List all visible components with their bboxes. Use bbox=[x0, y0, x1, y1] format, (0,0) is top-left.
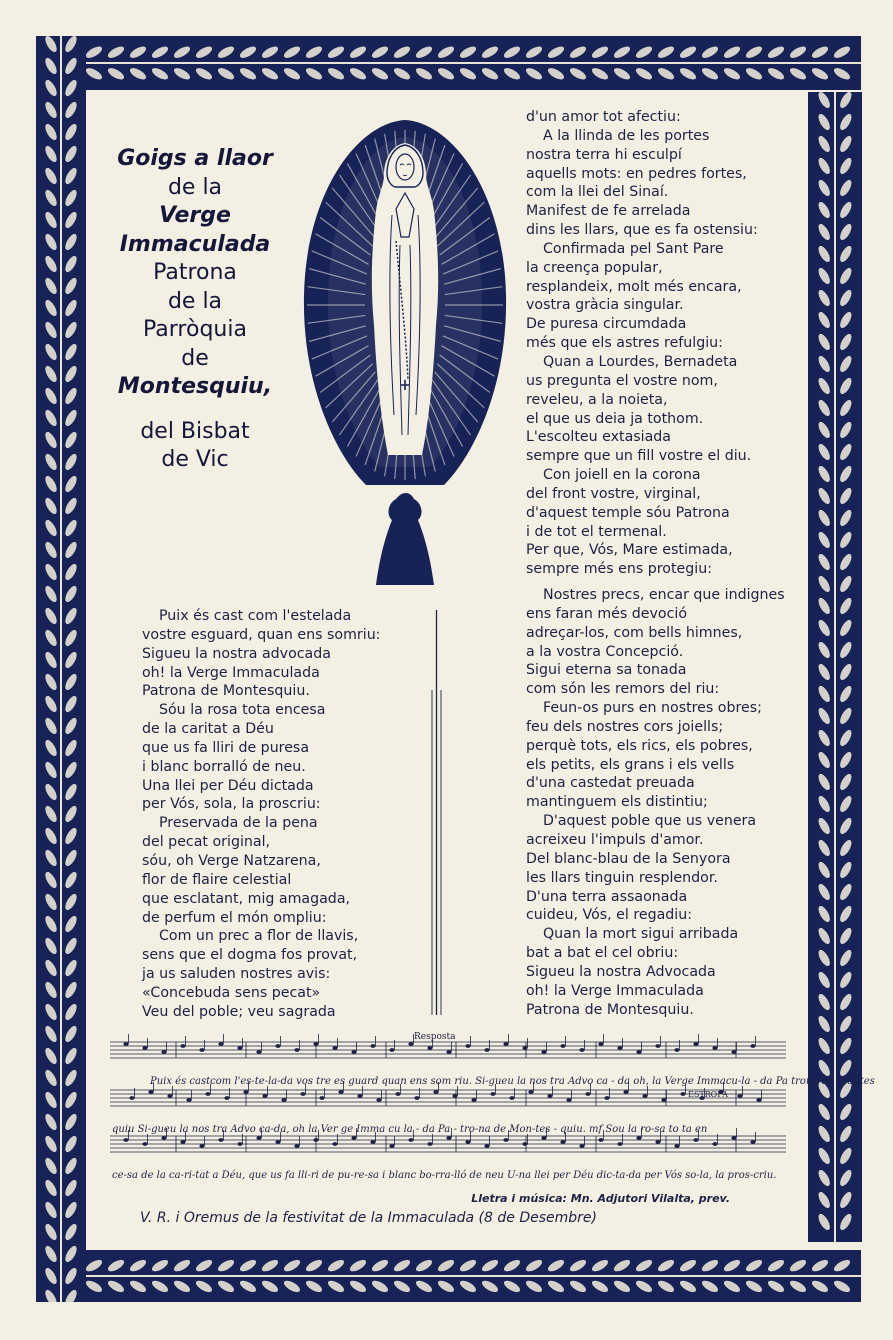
verse-line: com la llei del Sinaí. bbox=[526, 184, 669, 201]
title-line: de Vic bbox=[161, 447, 229, 472]
title-line: de la bbox=[167, 174, 223, 200]
verse-line: vostra gràcia singular. bbox=[526, 297, 684, 314]
verse-line: D'una terra assaonada bbox=[526, 888, 688, 905]
verse-line: «Concebuda sens pecat» bbox=[142, 984, 321, 1001]
page-title bbox=[100, 145, 290, 475]
credits-line: Lletra i música: Mn. Adjutori Vilalta, prev. bbox=[471, 1192, 730, 1205]
verse-line: el que us deia ja tothom. bbox=[526, 410, 704, 427]
verse-line: D'aquest poble que us venera bbox=[543, 813, 757, 830]
verse-line: de la caritat a Déu bbox=[142, 721, 274, 738]
title-line: de la bbox=[167, 288, 223, 314]
verse-line: com són les remors del riu: bbox=[526, 681, 720, 698]
verse-line: Quan la mort sigui arribada bbox=[543, 926, 739, 943]
verse-line: Con joiell en la corona bbox=[543, 467, 701, 484]
verse-line: Quan a Lourdes, Bernadeta bbox=[543, 353, 738, 370]
verse-line: sens que el dogma fos provat, bbox=[142, 947, 358, 964]
verse-line: A la llinda de les portes bbox=[543, 127, 710, 144]
score-lyrics-line-3: ce-sa de la ca-ri-tat a Déu, que us fa lli-ri de pu-re-sa i blanc bo-rra-lló de neu U-na llei per Déu dic-ta-da per Vós so-la, la pros-criu. bbox=[112, 1170, 777, 1181]
verse-line: ja us saluden nostres avis: bbox=[142, 966, 331, 983]
verse-line: mantinguem els distintiu; bbox=[526, 794, 708, 811]
verse-line: Feun-os purs en nostres obres; bbox=[543, 700, 762, 717]
verse-line: Com un prec a flor de llavis, bbox=[159, 928, 359, 945]
verse-line: les llars tinguin resplendor. bbox=[526, 869, 718, 886]
verse-line: per Vós, sola, la proscriu: bbox=[142, 796, 321, 813]
oremus-line: V. R. i Oremus de la festivitat de la Immaculada (8 de Desembre) bbox=[140, 1210, 597, 1226]
title-line: Immaculada bbox=[119, 231, 271, 257]
verse-line: bat a bat el cel obriu: bbox=[526, 945, 679, 962]
verse-line: la creença popular, bbox=[526, 259, 663, 276]
verse-line: resplandeix, molt més encara, bbox=[526, 278, 742, 295]
verse-line: vostre esguard, quan ens somriu: bbox=[142, 626, 381, 643]
verses-column-top-right bbox=[526, 108, 758, 579]
verse-line: Per que, Vós, Mare estimada, bbox=[526, 542, 733, 559]
verse-line: acreixeu l'impuls d'amor. bbox=[526, 831, 704, 848]
title-line: Patrona bbox=[153, 260, 237, 285]
left-border bbox=[36, 36, 86, 1302]
verse-line: aquells mots: en pedres fortes, bbox=[526, 165, 747, 182]
verse-line: nostra terra hi esculpí bbox=[526, 146, 682, 163]
verse-line: Sigueu la nostra advocada bbox=[142, 645, 331, 662]
verse-line: feu dels nostres cors joiells; bbox=[526, 718, 724, 735]
verse-line: Del blanc-blau de la Senyora bbox=[526, 850, 731, 867]
verse-line: Confirmada pel Sant Pare bbox=[543, 240, 724, 257]
verse-line: us pregunta el vostre nom, bbox=[526, 372, 718, 389]
verse-line: adreçar-los, com bells himnes, bbox=[526, 624, 743, 641]
music-score bbox=[106, 1030, 792, 1180]
verse-line: oh! la Verge Immaculada bbox=[526, 982, 704, 999]
verse-line: Una llei per Déu dictada bbox=[142, 777, 314, 794]
verse-line: Patrona de Montesquiu. bbox=[526, 1001, 694, 1018]
estrofa-label: ESTROFA bbox=[688, 1090, 728, 1099]
verse-line: que esclatant, mig amagada, bbox=[142, 890, 351, 907]
verse-line: Patrona de Montesquiu. bbox=[142, 683, 310, 700]
verse-line: i de tot el termenal. bbox=[526, 523, 667, 540]
verse-line: Sigueu la nostra Advocada bbox=[526, 963, 716, 980]
title-line: Montesquiu, bbox=[117, 374, 273, 399]
verse-line: sempre més ens protegiu: bbox=[526, 561, 712, 578]
verse-line: perquè tots, els rics, els pobres, bbox=[526, 737, 753, 754]
bottom-border bbox=[86, 1250, 861, 1302]
title-line: de bbox=[181, 345, 209, 371]
verse-line: sempre que un fill vostre el diu. bbox=[526, 448, 752, 465]
verse-line: d'aquest temple sóu Patrona bbox=[526, 504, 730, 521]
verse-line: De puresa circumdada bbox=[526, 316, 687, 333]
score-lyrics-line-1: Puix és castcom l'es-te-la-da vos tre es guard quan ens som riu. Si-gueu la nos tra Advo ca - da oh, la Verge Immacu-la - da Pa trona de Montes bbox=[150, 1076, 875, 1087]
verse-line: de perfum el món ompliu: bbox=[142, 909, 327, 926]
top-border bbox=[86, 36, 861, 90]
resposta-label: Resposta bbox=[414, 1032, 456, 1042]
title-line: del Bisbat bbox=[140, 418, 250, 444]
verse-line: i blanc borralló de neu. bbox=[142, 758, 306, 775]
score-lyrics-line-2: quiu Si-gueu la nos tra Advo ca-da, oh la Ver ge Imma cu la - da Pa - tro-na de Mon-tes - quiu. mf Sou la ro-sa to ta en bbox=[112, 1124, 708, 1135]
verse-line: d'un amor tot afectiu: bbox=[526, 109, 681, 125]
verse-line: d'una castedat preuada bbox=[526, 775, 695, 792]
verse-line: Preservada de la pena bbox=[159, 815, 318, 832]
verse-line: Veu del poble; veu sagrada bbox=[142, 1003, 336, 1020]
verse-line: els petits, els grans i els vells bbox=[526, 756, 735, 773]
virgin-mary-illustration bbox=[296, 115, 514, 595]
title-line: Verge bbox=[159, 203, 231, 228]
verse-line: més que els astres refulgiu: bbox=[526, 335, 723, 352]
verse-line: Puix és cast com l'estelada bbox=[159, 608, 352, 624]
verse-line: cuideu, Vós, el regadiu: bbox=[526, 907, 693, 924]
verse-line: Sigui eterna sa tonada bbox=[526, 662, 687, 679]
center-divider bbox=[429, 610, 444, 1015]
verse-line: oh! la Verge Immaculada bbox=[142, 664, 320, 681]
verse-line: que us fa lliri de puresa bbox=[142, 739, 310, 756]
verse-line: L'escolteu extasiada bbox=[526, 429, 671, 446]
verses-column-bottom-right bbox=[526, 586, 785, 1019]
verses-column-bottom-left bbox=[142, 607, 380, 1022]
verse-line: del front vostre, virginal, bbox=[526, 485, 701, 502]
verse-line: Sóu la rosa tota encesa bbox=[159, 702, 326, 719]
verse-line: ens faran més devoció bbox=[526, 605, 688, 622]
right-border bbox=[808, 92, 862, 1242]
title-line: Goigs a llaor bbox=[117, 146, 273, 171]
verse-line: Manifest de fe arrelada bbox=[526, 203, 691, 220]
verse-line: sóu, oh Verge Natzarena, bbox=[142, 852, 321, 869]
verse-line: reveleu, a la noieta, bbox=[526, 391, 668, 408]
title-line: Parròquia bbox=[143, 317, 247, 342]
verse-line: dins les llars, que es fa ostensiu: bbox=[526, 222, 758, 239]
verse-line: flor de flaire celestial bbox=[142, 871, 292, 888]
verse-line: del pecat original, bbox=[142, 834, 271, 851]
verse-line: Nostres precs, encar que indignes bbox=[543, 587, 785, 603]
verse-line: a la vostra Concepció. bbox=[526, 643, 684, 660]
